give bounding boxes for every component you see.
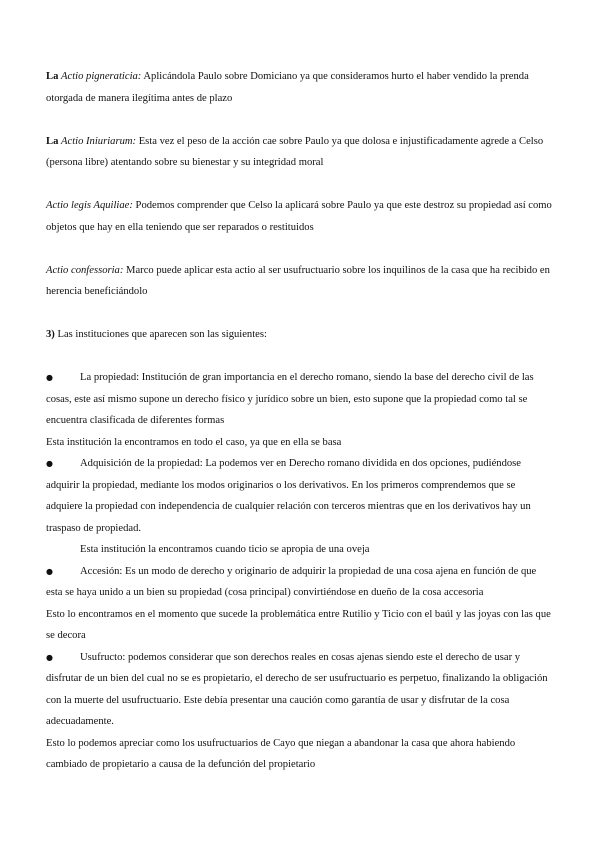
paragraph-actio-confessoria [46, 260, 554, 303]
bullet-note-accesion: Esto lo encontramos en el momento que sucede la problemática entre Rutilio y Ticio con el baúl y las joyas con las que se decora [46, 608, 551, 641]
section-heading-text: Las instituciones que aparecen son las siguientes: [54, 329, 267, 340]
paragraph-actio-iniuriarum [46, 131, 554, 174]
bullet-icon: ● [46, 459, 53, 468]
paragraph-bold-lead: La [46, 135, 62, 147]
bullet-icon: ● [46, 652, 53, 662]
paragraph-text: Esta vez el peso de la acción cae sobre Paulo ya que dolosa e injustificadamente agrede a Celso (persona libre) atentando sobre su bienestar y su integridad moral [46, 135, 544, 168]
bullet-icon: ● [46, 566, 53, 576]
paragraph-italic-term: Actio confessoria: [46, 264, 124, 276]
paragraph-italic-term: Actio legis Aquiliae: [46, 200, 133, 211]
bullet-note-propiedad: Esta institución la encontramos en todo el caso, ya que en ella se basa [46, 436, 342, 448]
paragraph-italic-term: Actio Iniuriarum: [61, 135, 137, 147]
paragraph-text: Aplicándola Paulo sobre Domiciano ya que consideramos hurto el haber vendido la prenda otorgada de manera ilegítima antes de plazo [46, 71, 529, 104]
bullet-text: La propiedad: Institución de gran importancia en el derecho romano, siendo la base del derecho civil de las cosas, este así mismo supone un derecho físico y jurídico sobre un bien, esto supone que la propiedad como tal se encuentra clasificada de diferentes formas [46, 372, 534, 426]
section-number: 3) [46, 329, 55, 340]
bullet-item-usufructo [46, 647, 554, 733]
paragraph-actio-pigneraticia [46, 66, 554, 109]
paragraph-text: Podemos comprender que Celso la aplicará sobre Paulo ya que este destroz su propiedad así como objetos que hay en ella teniendo que ser reparados o restituidos [46, 200, 552, 233]
bullet-icon: ● [46, 373, 53, 382]
bullet-note-usufructo: Esto lo podemos apreciar como los usufructuarios de Cayo que niegan a abandonar la casa que ahora habiendo cambiado de propietario a causa de la defunción del propietario [46, 737, 516, 770]
bullet-text: Adquisición de la propiedad: La podemos ver en Derecho romano dividida en dos opciones, pudiéndose adquirir la propiedad, mediante los modos originarios o los derivativos. En los primeros comprendemos que se adquiere la propiedad con independencia de cualquier relación con terceros mientras que en los derivativos hay un traspaso de propiedad. [46, 458, 531, 534]
bullet-note-adquisicion: Esta institución la encontramos cuando ticio se apropia de una oveja [80, 544, 370, 555]
section-heading-instituciones [46, 324, 554, 346]
bullet-item-propiedad [46, 367, 554, 432]
paragraph-actio-legis-aquiliae [46, 195, 554, 238]
bullet-text: Usufructo: podemos considerar que son derechos reales en cosas ajenas siendo este el derecho de usar y disfrutar de un bien del cual no se es propietario, el derecho de ser usufructuario es perpetuo, finalizando la obligación con la muerte del usufructuario. Este debía presentar una caución como garantía de usar y disfrutar de la cosa adecuadamente. [46, 651, 548, 727]
paragraph-italic-term: Actio pigneraticia: [61, 71, 142, 82]
paragraph-text: Marco puede aplicar esta actio al ser usufructuario sobre los inquilinos de la casa que ha recibido en herencia beneficiándolo [46, 264, 550, 297]
bullet-text: Accesión: Es un modo de derecho y originario de adquirir la propiedad de una cosa ajena en función de que esta se haya unido a un bien su propiedad (cosa principal) convirtiéndose en dueño de la cosa accesoria [46, 565, 537, 598]
bullet-item-accesion [46, 561, 554, 604]
paragraph-bold-lead: La [46, 71, 62, 82]
bullet-item-adquisicion [46, 453, 554, 539]
